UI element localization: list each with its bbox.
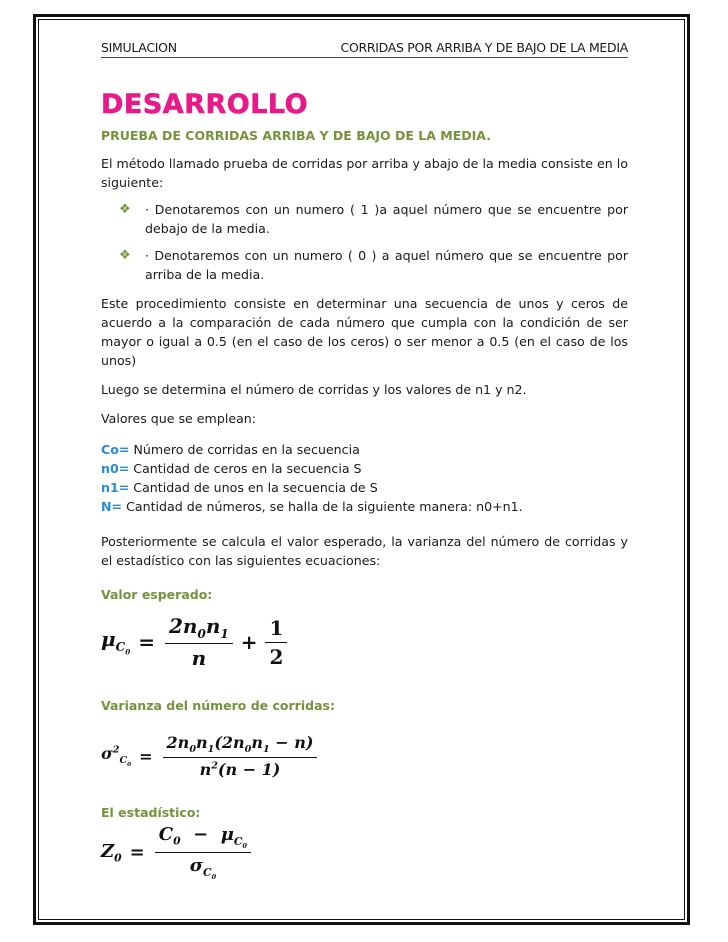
page-header	[101, 40, 628, 58]
bullet-text: · Denotaremos con un numero ( 0 ) a aquel número que se encuentre por arriba de la media.	[145, 248, 628, 282]
definition-key: N=	[101, 499, 123, 514]
bullet-item	[101, 200, 628, 238]
definition-item	[101, 497, 628, 516]
definition-item	[101, 440, 628, 459]
variance-label: Varianza del número de corridas:	[101, 698, 335, 713]
definition-key: n0=	[101, 461, 130, 476]
statistic-formula: $Z_0$ = $\frac{C_0 - \mu_{C_0}}{\sigma_{C_0}}$	[101, 824, 628, 881]
bullet-item	[101, 246, 628, 284]
definition-text: Cantidad de unos en la secuencia de S	[129, 480, 378, 495]
header-right: CORRIDAS POR ARRIBA Y DE BAJO DE LA MEDIA	[340, 40, 628, 55]
definitions-list	[101, 440, 628, 516]
values-paragraph: Valores que se emplean:	[101, 411, 257, 426]
definition-text: Cantidad de ceros en la secuencia S	[129, 461, 362, 476]
definition-text: Número de corridas en la secuencia	[129, 442, 360, 457]
variance-formula: $\sigma^2_{C_0}$ = $\frac{2n_0n_1(2n_0n_1 - n)}{n^2(n - 1)}$	[101, 733, 628, 779]
definition-key: Co=	[101, 442, 130, 457]
header-left: SIMULACION	[101, 40, 177, 55]
definition-key: n1=	[101, 480, 130, 495]
definition-item	[101, 459, 628, 478]
diamond-bullet-icon: ❖	[119, 248, 131, 263]
document-body	[101, 40, 628, 881]
section-title: DESARROLLO	[101, 89, 309, 120]
definition-item	[101, 478, 628, 497]
expected-value-formula: $\mu_{C_0}$ = $\frac{2n_0n_1}{n}$ + $\frac{1}{2}$	[101, 614, 628, 670]
bullet-text: · Denotaremos con un numero ( 1 )a aquel número que se encuentre por debajo de la media.	[145, 202, 628, 236]
statistic-label: El estadístico:	[101, 805, 201, 821]
equations-paragraph: Posteriormente se calcula el valor esperado, la varianza del número de corridas y el estadístico con las siguientes ecuaciones:	[101, 534, 628, 568]
intro-paragraph: El método llamado prueba de corridas por arriba y abajo de la media consiste en lo siguiente:	[101, 156, 628, 190]
expected-value-label: Valor esperado:	[101, 587, 213, 602]
diamond-bullet-icon: ❖	[119, 202, 131, 217]
section-subtitle: PRUEBA DE CORRIDAS ARRIBA Y DE BAJO DE LA MEDIA.	[101, 128, 491, 143]
definition-text: Cantidad de números, se halla de la siguiente manera: n0+n1.	[122, 499, 523, 514]
procedure-paragraph: Este procedimiento consiste en determinar una secuencia de unos y ceros de acuerdo a la comparación de cada número que cumpla con la condición de ser mayor o igual a 0.5 (en el caso de los ceros) o ser menor a 0.5 (en el caso de los unos)	[101, 296, 628, 368]
runs-paragraph: Luego se determina el número de corridas y los valores de n1 y n2.	[101, 382, 527, 397]
